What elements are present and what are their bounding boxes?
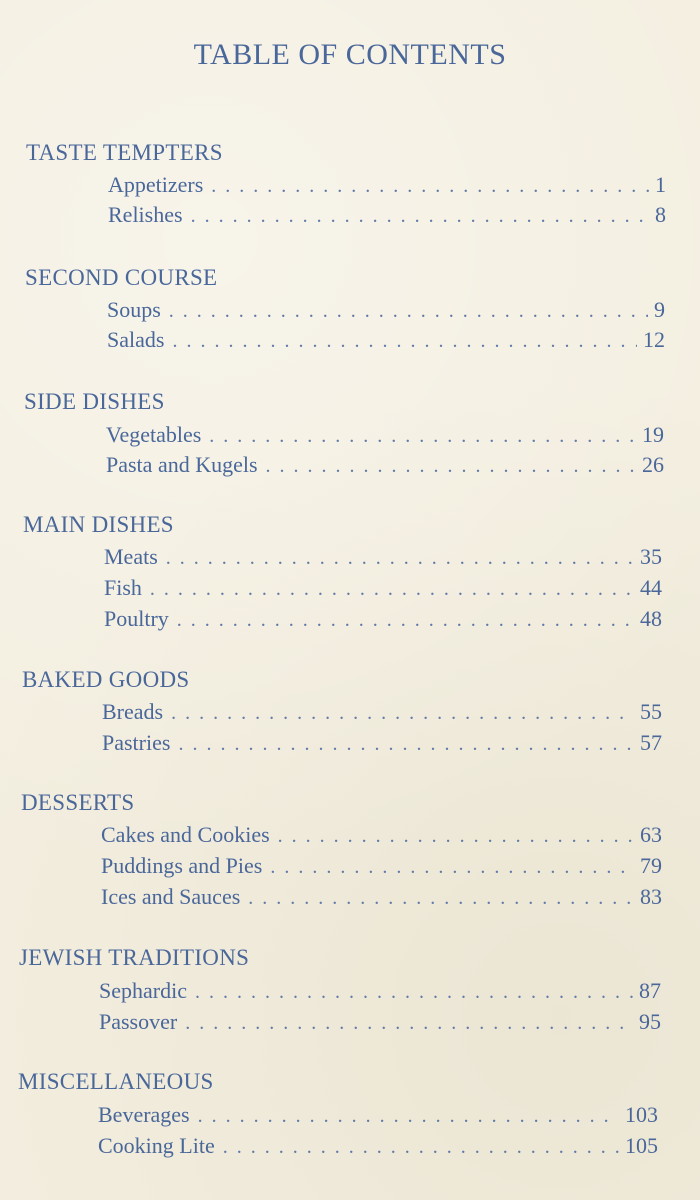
entry-page-number: 44: [640, 575, 662, 600]
entry-label: Relishes: [108, 202, 183, 227]
dot-leader: [195, 981, 633, 1004]
dot-leader: [172, 330, 637, 353]
toc-entry-sephardic[interactable]: [99, 978, 661, 1004]
toc-entry-cooking-lite[interactable]: [98, 1133, 658, 1159]
section-heading-desserts: DESSERTS: [21, 790, 135, 815]
entry-label: Fish: [104, 575, 142, 600]
dot-leader: [198, 1105, 619, 1128]
entry-page-number: 9: [654, 297, 665, 322]
entry-label: Soups: [107, 297, 161, 322]
entry-label: Pasta and Kugels: [106, 452, 258, 477]
toc-entry-breads[interactable]: [102, 699, 662, 725]
dot-leader: [185, 1012, 633, 1035]
dot-leader: [211, 175, 649, 198]
entry-label: Ices and Sauces: [101, 884, 241, 909]
dot-leader: [209, 425, 636, 448]
entry-page-number: 1: [655, 172, 666, 197]
dot-leader: [270, 856, 634, 879]
page-title: TABLE OF CONTENTS: [193, 38, 507, 71]
entry-page-number: 35: [640, 544, 662, 569]
entry-page-number: 103: [625, 1102, 658, 1127]
entry-label: Poultry: [104, 606, 169, 631]
section-heading-miscellaneous: MISCELLANEOUS: [18, 1069, 214, 1094]
entry-label: Beverages: [98, 1102, 190, 1127]
toc-entry-meats[interactable]: [104, 544, 662, 570]
dot-leader: [169, 300, 648, 323]
entry-page-number: 57: [640, 730, 662, 755]
section-heading-baked-goods: BAKED GOODS: [22, 667, 190, 692]
entry-label: Passover: [99, 1009, 178, 1034]
entry-label: Vegetables: [106, 422, 202, 447]
entry-label: Puddings and Pies: [101, 853, 263, 878]
entry-label: Salads: [107, 327, 165, 352]
entry-label: Pastries: [102, 730, 171, 755]
section-heading-main-dishes: MAIN DISHES: [23, 512, 174, 537]
entry-page-number: 48: [640, 606, 662, 631]
toc-entry-appetizers[interactable]: [108, 172, 666, 198]
entry-label: Cakes and Cookies: [101, 822, 270, 847]
toc-entry-pastries[interactable]: [102, 730, 662, 756]
dot-leader: [223, 1136, 619, 1159]
entry-page-number: 8: [655, 202, 666, 227]
entry-page-number: 55: [640, 699, 662, 724]
toc-entry-beverages[interactable]: [98, 1102, 658, 1128]
dot-leader: [166, 547, 634, 570]
entry-page-number: 26: [642, 452, 664, 477]
toc-entry-pasta-and-kugels[interactable]: [106, 452, 664, 478]
dot-leader: [178, 733, 634, 756]
toc-entry-ices-and-sauces[interactable]: [101, 884, 662, 910]
dot-leader: [191, 205, 649, 228]
section-heading-taste-tempters: TASTE TEMPTERS: [26, 140, 223, 165]
toc-entry-fish[interactable]: [104, 575, 662, 601]
entry-page-number: 12: [643, 327, 665, 352]
toc-entry-poultry[interactable]: [104, 606, 662, 632]
toc-entry-passover[interactable]: [99, 1009, 661, 1035]
section-heading-jewish-traditions: JEWISH TRADITIONS: [19, 945, 250, 970]
entry-page-number: 79: [640, 853, 662, 878]
entry-label: Sephardic: [99, 978, 187, 1003]
entry-page-number: 63: [640, 822, 662, 847]
entry-page-number: 83: [640, 884, 662, 909]
entry-page-number: 19: [642, 422, 664, 447]
entry-page-number: 87: [639, 978, 661, 1003]
entry-label: Breads: [102, 699, 164, 724]
entry-label: Appetizers: [108, 172, 204, 197]
section-heading-second-course: SECOND COURSE: [25, 265, 218, 290]
dot-leader: [150, 578, 634, 601]
dot-leader: [248, 887, 634, 910]
toc-entry-cakes-and-cookies[interactable]: [101, 822, 662, 848]
dot-leader: [177, 609, 634, 632]
dot-leader: [171, 702, 634, 725]
entry-label: Cooking Lite: [98, 1133, 215, 1158]
toc-entry-salads[interactable]: [107, 327, 665, 353]
dot-leader: [266, 455, 636, 478]
toc-entry-puddings-and-pies[interactable]: [101, 853, 662, 879]
entry-page-number: 105: [625, 1133, 658, 1158]
toc-entry-vegetables[interactable]: [106, 422, 664, 448]
dot-leader: [278, 825, 634, 848]
entry-label: Meats: [104, 544, 158, 569]
toc-entry-relishes[interactable]: [108, 202, 666, 228]
toc-entry-soups[interactable]: [107, 297, 665, 323]
section-heading-side-dishes: SIDE DISHES: [24, 389, 165, 414]
entry-page-number: 95: [639, 1009, 661, 1034]
